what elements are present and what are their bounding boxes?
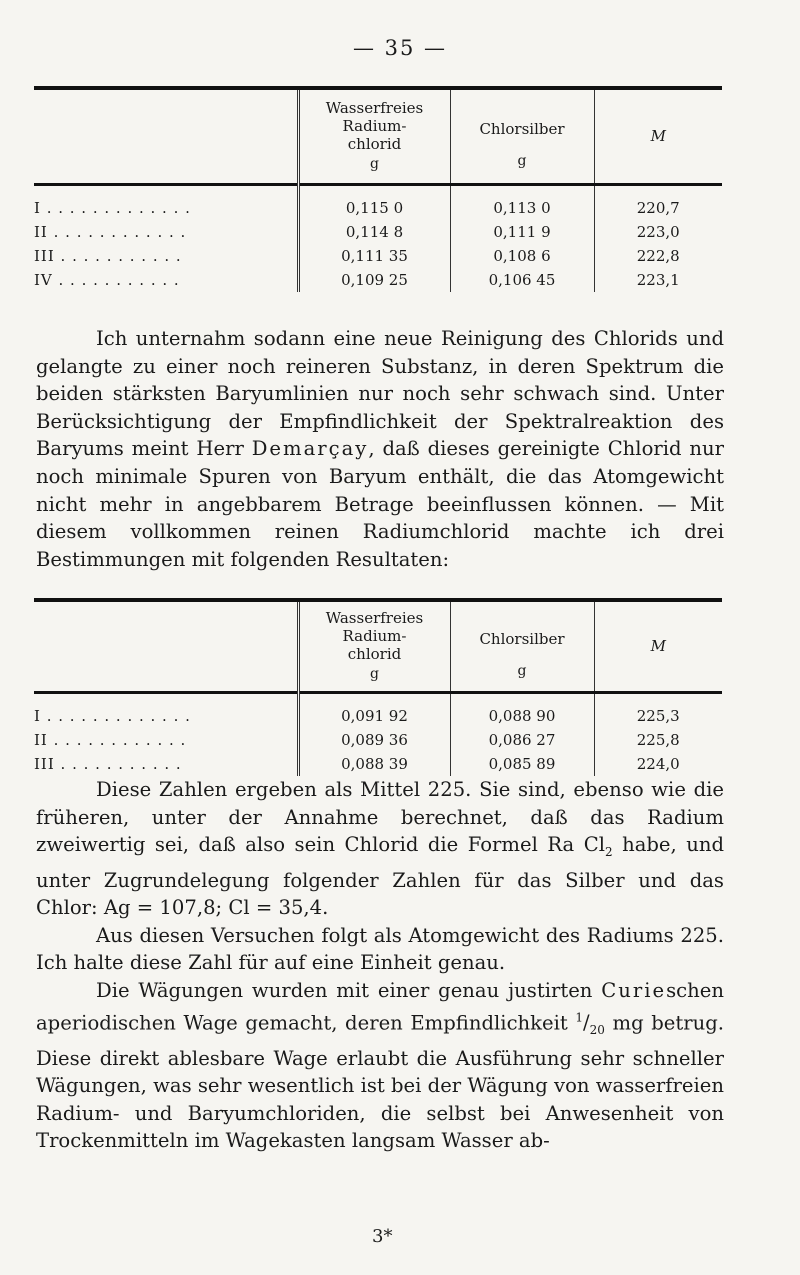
header-chlorsilber: Chlorsilber g — [450, 88, 594, 184]
signature-mark: 3* — [372, 1226, 393, 1247]
header-m: M — [594, 600, 722, 692]
header-radium-chlorid: Wasserfreies Radium- chlorid g — [298, 88, 450, 184]
results-table-2 — [34, 598, 722, 776]
table-row: III . . . . . . . . . . . 0,111 35 0,108 6 222,8 — [34, 244, 722, 268]
page-number: — 35 — — [352, 36, 448, 60]
paragraph-atomgewicht: Aus diesen Versuchen folgt als Atomgewicht des Radiums 225. Ich halte diese Zahl für auf eine Einheit genau. — [36, 923, 724, 975]
header-blank — [34, 88, 298, 184]
author-name: Demarçay — [251, 437, 369, 461]
table-row: I . . . . . . . . . . . . . 0,115 0 0,113 0 220,7 — [34, 196, 722, 220]
paragraph-waegungen: Die Wägungen wurden mit einer genau justirten Curieschen aperiodischen Wage gemacht, deren Empfindlichkeit $^1/_{20}$ mg betrug. Diese direkt ablesbare Wage erlaubt die Ausführung sehr schneller Wägungen, was sehr wesentlich ist bei der Wägung von wasserfreien Radium- und Baryumchloriden, die selbst bei Anwesenheit von Trockenmitteln im Wagekasten langsam Wasser ab- — [36, 979, 724, 1153]
header-blank — [34, 600, 298, 692]
header-radium-chlorid: Wasserfreies Radium- chlorid g — [298, 600, 450, 692]
table-row: III . . . . . . . . . . . 0,088 39 0,085 89 224,0 — [34, 752, 722, 776]
author-name: Curie — [601, 979, 667, 1003]
paragraph-reinigung: Ich unternahm sodann eine neue Reinigung des Chlorids und gelangte zu einer noch reineren Substanz, in deren Spektrum die beiden stärksten Baryumlinien nur noch sehr schwach sind. Unter Berücksichtigung der Empfindlichkeit der Spektralreaktion des Baryums meint Herr Demarçay, daß dieses gereinigte Chlorid nur noch minimale Spuren von Baryum enthält, die das Atomgewicht nicht mehr in angebbarem Betrage beeinflussen können. — Mit diesem vollkommen reinen Radiumchlorid machte ich drei Bestimmungen mit folgenden Resultaten: — [36, 327, 724, 571]
table-row: II . . . . . . . . . . . . 0,114 8 0,111 9 223,0 — [34, 220, 722, 244]
fraction: $^1/_{20}$ — [575, 1010, 605, 1038]
table-row: IV . . . . . . . . . . . 0,109 25 0,106 45 223,1 — [34, 268, 722, 292]
table-row: I . . . . . . . . . . . . . 0,091 92 0,088 90 225,3 — [34, 704, 722, 728]
paragraph-mittel: Diese Zahlen ergeben als Mittel 225. Sie sind, ebenso wie die früheren, unter der Annahme berechnet, daß das Radium zweiwertig sei, daß also sein Chlorid die Formel Ra $Cl_2$ habe, und unter Zugrundelegung folgender Zahlen für das Silber und das Chlor: Ag = 107,8; Cl = 35,4. Aus diesen Versuchen folgt als Atomgewicht des Radiums 225. Ich halte diese Zahl für auf eine Einheit genau. Die Wägungen wurden mit einer genau justirten Curieschen aperiodischen Wage gemacht, deren Empfindlichkeit $^1/_{20}$ mg betrug. Diese direkt ablesbare Wage erlaubt die Ausführung sehr schneller Wägungen, was sehr wesentlich ist bei der Wägung von wasserfreien Radium- und Baryumchloriden, die selbst bei Anwesenheit von Trockenmitteln im Wagekasten langsam Wasser ab- — [36, 776, 724, 1155]
header-chlorsilber: Chlorsilber g — [450, 600, 594, 692]
results-table-1 — [34, 86, 722, 292]
table-row: II . . . . . . . . . . . . 0,089 36 0,086 27 225,8 — [34, 728, 722, 752]
header-m: M — [594, 88, 722, 184]
